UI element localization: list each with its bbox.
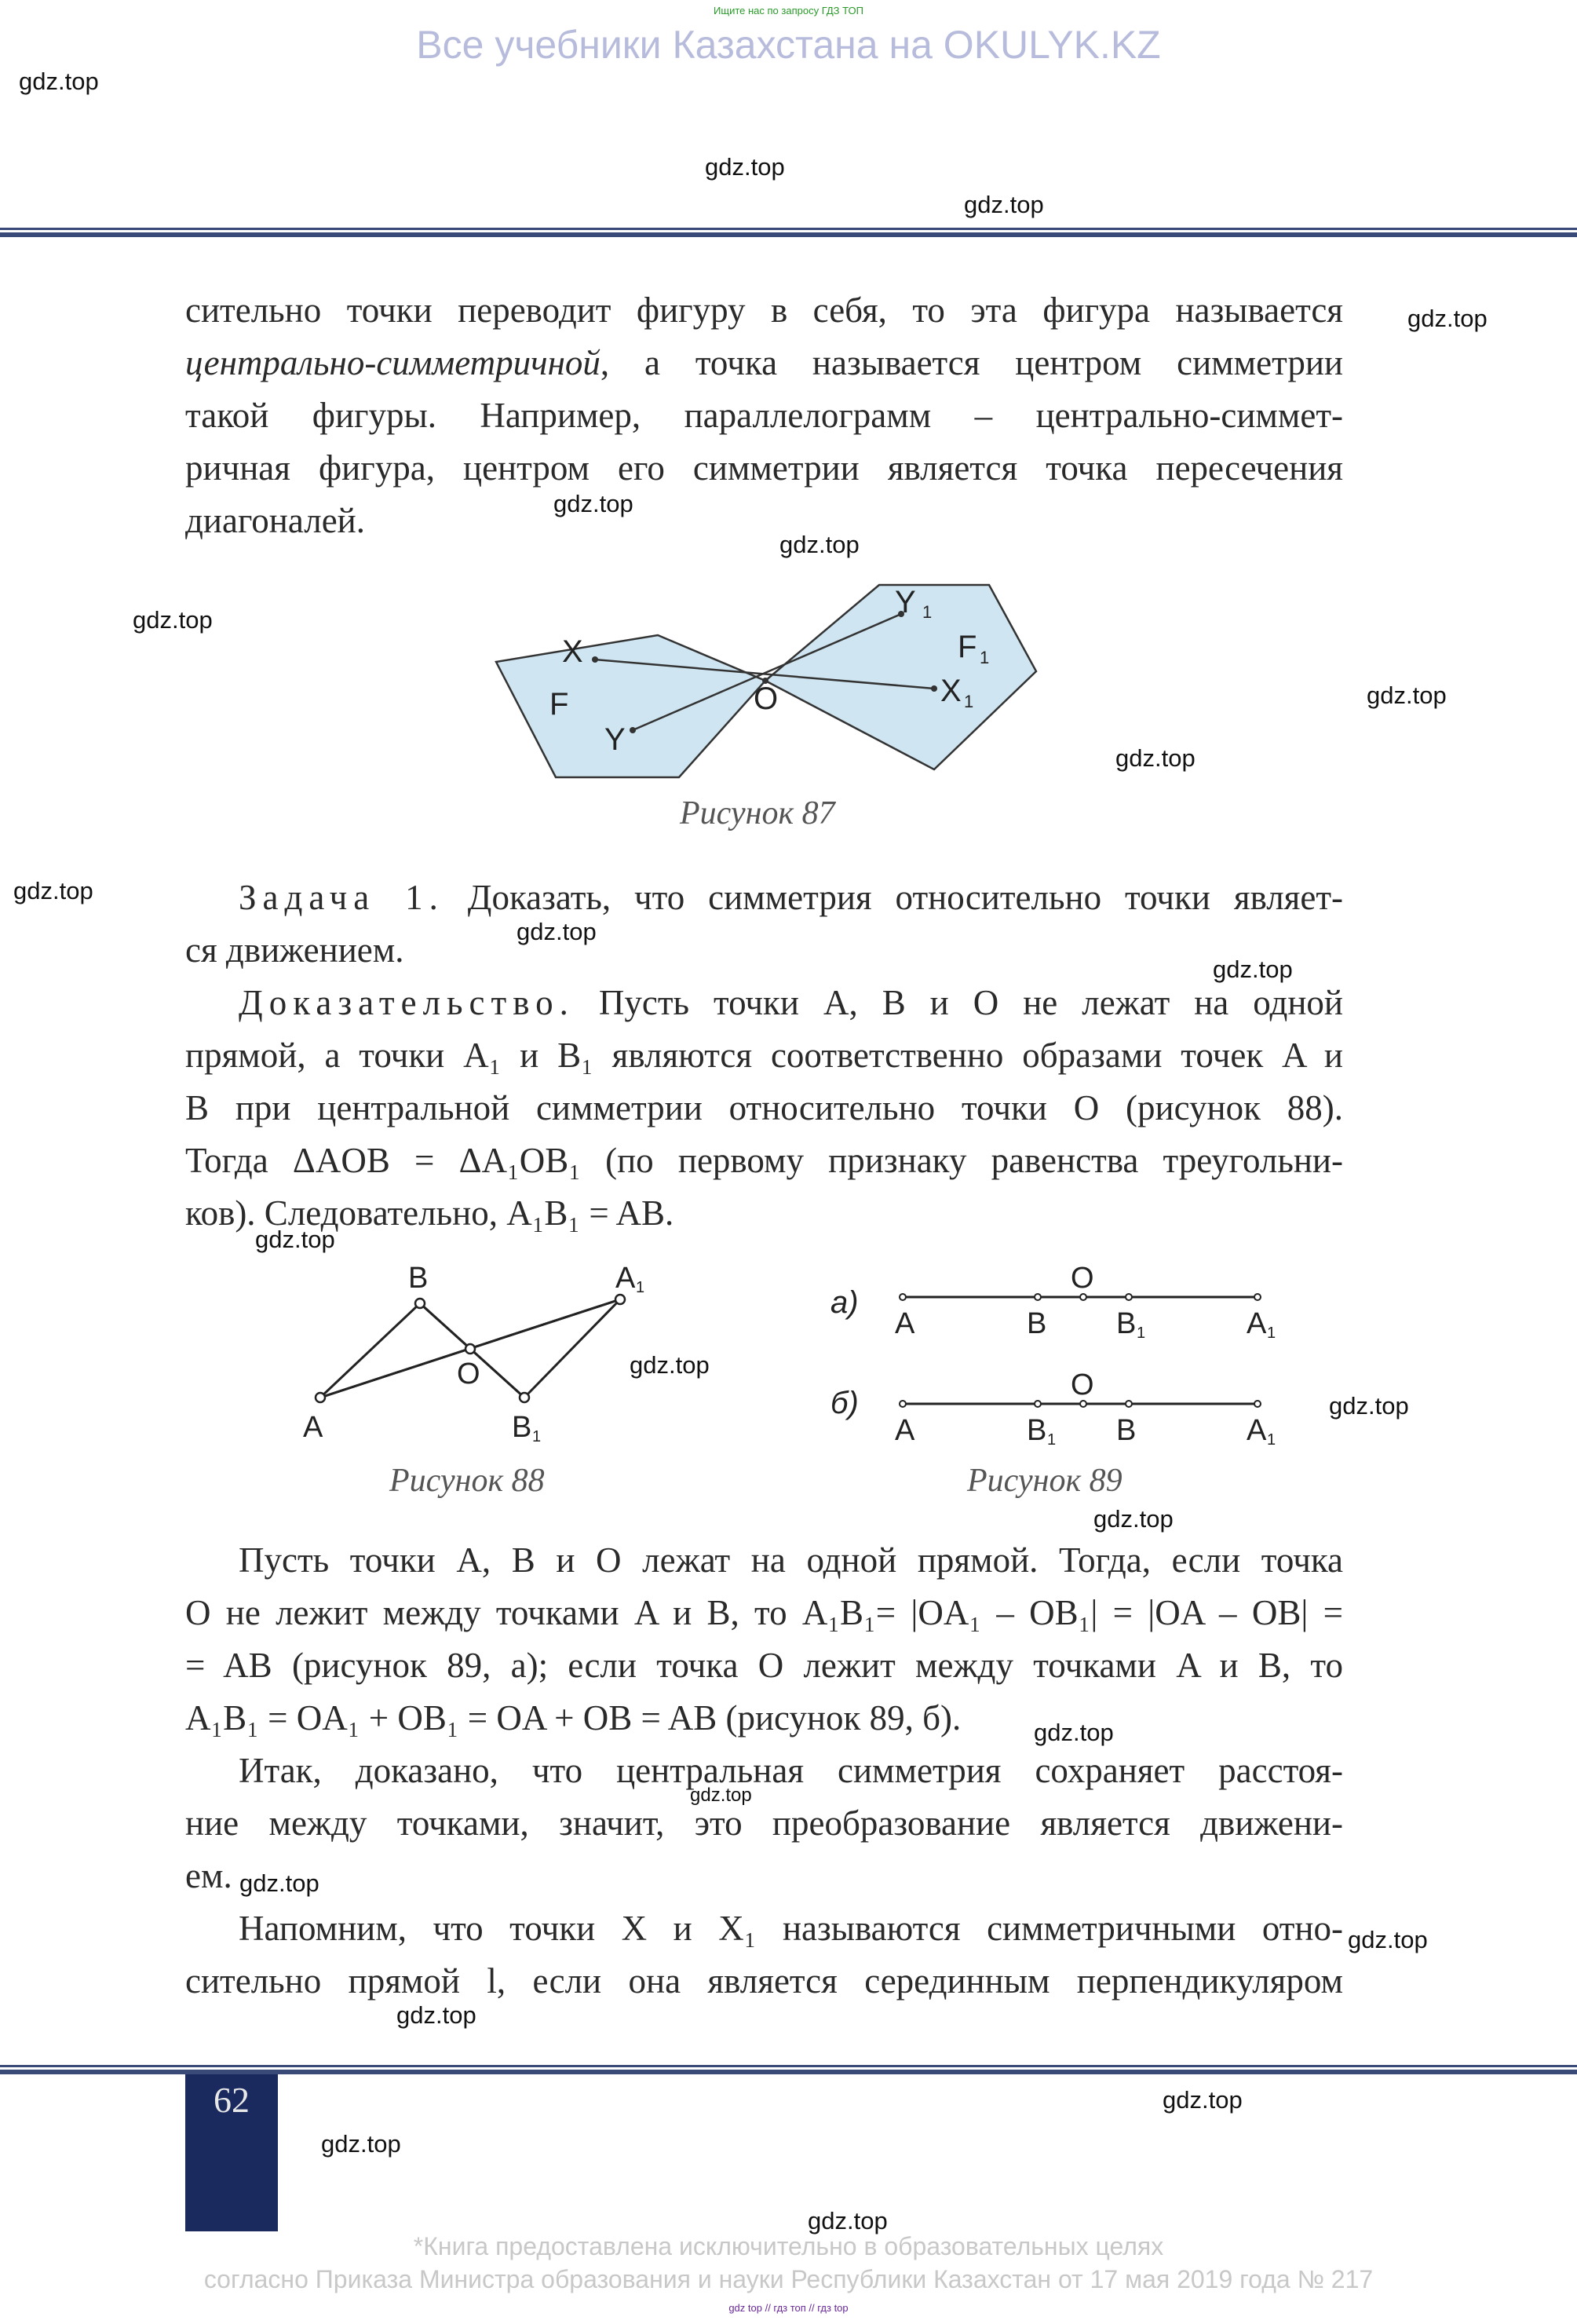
task-label: Задача 1. <box>239 878 444 917</box>
triangle-AOB-sides <box>320 1303 524 1398</box>
text-line: = AB (рисунок 89, а); если точка O лежит между точками A и B, то <box>185 1646 1343 1685</box>
text-fragment: Пусть точки A, B и O не лежат на одной <box>598 983 1344 1022</box>
point-B1 <box>520 1393 529 1402</box>
row-b-sub: 1 <box>1047 1431 1057 1449</box>
row-b-label: A <box>895 1414 915 1447</box>
watermark: gdz.top <box>1093 1505 1174 1533</box>
point-Y <box>630 727 636 733</box>
text-line: B при центральной симметрии относительно точки O (рисунок 88). <box>185 1088 1343 1127</box>
text-line: такой фигуры. Например, параллелограмм – центрально-симмет- <box>185 396 1343 435</box>
watermark: gdz.top <box>553 490 633 517</box>
label-X: X <box>562 634 583 669</box>
text-line: Напомним, что точки X и X₁ называются симметричными отно- <box>239 1909 1343 1948</box>
label-F: F <box>549 687 569 722</box>
pentagon-F <box>496 635 765 777</box>
text-fragment: , а точка называется центром симметрии <box>600 343 1343 382</box>
text-fragment: Доказать, что симметрия относительно точки являет- <box>467 878 1343 917</box>
row-a-point-O <box>1080 1294 1086 1300</box>
watermark: gdz.top <box>1213 956 1293 983</box>
watermark: gdz.top <box>1329 1392 1409 1420</box>
text-line: ричная фигура, центром его симметрии является точка пересечения <box>185 448 1343 488</box>
text-line <box>185 977 1343 1029</box>
point-B <box>415 1299 425 1308</box>
row-b-label-O: O <box>1071 1368 1094 1401</box>
watermark: gdz.top <box>630 1351 710 1379</box>
text-line: Тогда ΔAOB = ΔA₁OB₁ (по первому признаку равенства треугольни- <box>185 1141 1343 1180</box>
text-line <box>185 337 1343 389</box>
watermark: gdz.top <box>705 153 785 181</box>
watermark: gdz.top <box>808 2207 888 2234</box>
text-line: Пусть точки A, B и O лежат на одной прямой. Тогда, если точка <box>239 1540 1343 1580</box>
label-O: O <box>457 1357 480 1390</box>
text-line: прямой, а точки A₁ и B₁ являются соответственно образами точек A и <box>185 1036 1343 1075</box>
text-line: диагоналей. <box>185 501 365 540</box>
watermark: gdz.top <box>239 1869 319 1897</box>
label-sub: 1 <box>964 692 974 711</box>
watermark: gdz.top <box>396 2001 476 2029</box>
row-a-sub: 1 <box>1137 1325 1146 1342</box>
label-sub: 1 <box>636 1279 645 1296</box>
label-A: A <box>303 1411 323 1444</box>
watermark: gdz.top <box>1115 744 1196 772</box>
row-b-sub: 1 <box>1267 1431 1276 1449</box>
point-X <box>592 656 598 663</box>
row-b-point <box>1035 1401 1041 1407</box>
top-divider <box>0 228 1577 237</box>
watermark: gdz.top <box>517 918 597 945</box>
paragraph-central-symmetry <box>185 284 1343 547</box>
label-F1: F <box>958 630 977 664</box>
figure-88-triangles <box>298 1256 706 1445</box>
row-b-point <box>1126 1401 1132 1407</box>
label-sub: 1 <box>532 1428 542 1445</box>
figure-87-pentagons <box>487 569 1052 789</box>
row-b-point-O <box>1080 1401 1086 1407</box>
paragraph-conclusion <box>185 1745 1343 1902</box>
text-line: Итак, доказано, что центральная симметрия сохраняет расстоя- <box>239 1751 1343 1790</box>
label-Y: Y <box>604 722 626 757</box>
row-b-tag: б) <box>830 1386 859 1420</box>
text-line: ков). Следовательно, A₁B₁ = AB. <box>185 1193 674 1233</box>
footer-disclaimer: *Книга предоставлена исключительно в образовательных целях <box>413 2232 1164 2260</box>
row-a-label: A <box>895 1307 915 1340</box>
watermark: gdz.top <box>321 2130 401 2158</box>
watermark: gdz.top <box>964 191 1044 218</box>
text-line <box>185 872 1343 924</box>
text-line: ние между точками, значит, это преобразование является движени- <box>185 1803 1343 1843</box>
point-O <box>465 1344 475 1354</box>
watermark: gdz.top <box>1348 1926 1428 1953</box>
paragraph-task-1 <box>185 872 1343 977</box>
row-a-point <box>1035 1294 1041 1300</box>
bottom-divider <box>0 2065 1577 2074</box>
row-a-label-O: O <box>1071 1262 1094 1295</box>
figure-87-caption: Рисунок 87 <box>680 795 835 831</box>
watermark: gdz.top <box>1034 1719 1114 1746</box>
row-a-point <box>1254 1294 1261 1300</box>
page-number: 62 <box>214 2080 250 2120</box>
row-b-label: B <box>1116 1414 1137 1447</box>
point-A1 <box>615 1295 625 1304</box>
watermark: gdz.top <box>1407 305 1488 332</box>
watermark: gdz.top <box>779 531 860 558</box>
label-B: B <box>408 1262 429 1295</box>
row-b-label: A <box>1247 1414 1267 1447</box>
label-sub: 1 <box>980 648 990 667</box>
row-b-label: B <box>1027 1414 1047 1447</box>
label-O: O <box>754 681 779 716</box>
row-a-point <box>1126 1294 1132 1300</box>
label-A1: A <box>615 1262 636 1295</box>
row-a-label: A <box>1247 1307 1267 1340</box>
text-line: сительно точки переводит фигуру в себя, то эта фигура называется <box>185 290 1343 330</box>
text-line: ем. <box>185 1856 232 1895</box>
label-Y1: Y <box>895 585 916 619</box>
watermark: gdz.top <box>133 606 213 634</box>
row-b-point <box>900 1401 906 1407</box>
footer-order: согласно Приказа Министра образования и науки Республики Казахстан от 17 мая 2019 года № 217 <box>203 2265 1374 2293</box>
watermark: gdz.top <box>19 68 99 95</box>
text-line: A₁B₁ = OA₁ + OB₁ = OA + OB = AB (рисунок 89, б). <box>185 1698 962 1738</box>
search-hint: Ищите нас по запросу ГДЗ ТОП <box>714 5 863 16</box>
point-X1 <box>931 685 937 692</box>
row-a-sub: 1 <box>1267 1325 1276 1342</box>
watermark: gdz.top <box>1163 2086 1243 2114</box>
figure-89-caption: Рисунок 89 <box>967 1463 1123 1499</box>
point-A <box>316 1393 325 1402</box>
proof-label: Доказательство. <box>239 983 575 1022</box>
row-b-point <box>1254 1401 1261 1407</box>
text-line: ся движением. <box>185 930 404 970</box>
row-a-label: B <box>1116 1307 1137 1340</box>
watermark: gdz.top <box>690 1785 752 1806</box>
row-a-point <box>900 1294 906 1300</box>
text-line: O не лежит между точками A и B, то A₁B₁= |OA₁ – OB₁| = |OA – OB| = <box>185 1593 1343 1632</box>
watermark: gdz.top <box>1367 681 1447 709</box>
paragraph-collinear-case <box>185 1534 1343 1745</box>
figure-89-collinear <box>824 1256 1327 1452</box>
figure-88-caption: Рисунок 88 <box>389 1463 545 1499</box>
label-sub: 1 <box>922 602 933 622</box>
label-X1: X <box>940 674 962 708</box>
row-a-tag: а) <box>830 1285 859 1320</box>
text-line: сительно прямой l, если она является серединным перпендикуляром <box>185 1961 1343 2001</box>
footer-links[interactable]: gdz top // гдз топ // гдз top <box>728 2302 849 2314</box>
paragraph-proof <box>185 977 1343 1240</box>
italic-term: центрально-симметричной <box>185 343 601 382</box>
watermark: gdz.top <box>255 1226 335 1253</box>
label-B1: B <box>512 1411 532 1444</box>
site-banner-link[interactable]: Все учебники Казахстана на OKULYK.KZ <box>416 23 1161 67</box>
paragraph-axial-symmetry <box>185 1902 1343 2008</box>
watermark: gdz.top <box>13 877 93 904</box>
row-a-label: B <box>1027 1307 1047 1340</box>
